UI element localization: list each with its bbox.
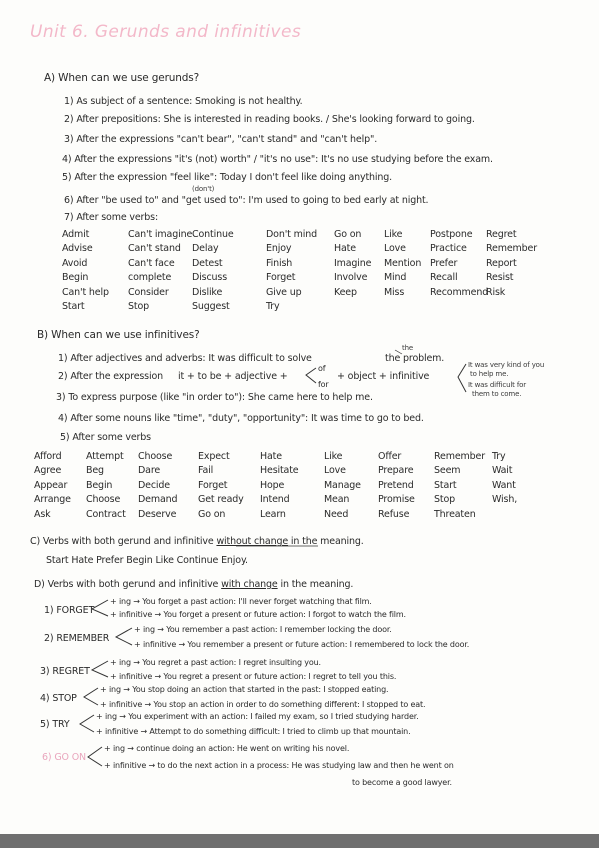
- section-a-heading: A) When can we use gerunds?: [44, 72, 200, 84]
- gerund-verb: Suggest: [192, 300, 230, 312]
- gerund-verb: Forget: [266, 272, 296, 284]
- section-b-heading: B) When can we use infinitives?: [37, 329, 200, 341]
- gerund-verb: Mention: [384, 257, 422, 269]
- infinitive-verb: Need: [324, 508, 349, 520]
- infinitive-verb: Afford: [34, 451, 62, 462]
- section-b-item-1-end: the problem.: [385, 353, 445, 364]
- infinitive-verb: Ask: [34, 508, 51, 520]
- gerund-verb: Consider: [128, 286, 169, 298]
- infinitive-verb: Arrange: [34, 494, 71, 506]
- section-a-item-7: 7) After some verbs:: [64, 212, 159, 223]
- infinitive-verb: Manage: [324, 479, 361, 491]
- infinitive-verb: Stop: [434, 494, 455, 506]
- infinitive-verb: Want: [492, 479, 516, 491]
- gerund-verb: Can't face: [128, 257, 175, 269]
- infinitive-verb: Prepare: [378, 465, 414, 477]
- gerund-verb: Finish: [266, 257, 293, 269]
- section-b-item-2-mid: it + to be + adjective +: [178, 371, 288, 382]
- gerund-verb: Mind: [384, 272, 407, 284]
- gerund-verb: Prefer: [430, 257, 458, 269]
- section-a-item-4: 4) After the expressions "it's (not) worth" / "it's no use": It's no use studying before the exam.: [62, 154, 493, 165]
- gerund-verb: Hate: [334, 243, 356, 255]
- entry-ing-remember: + ing → You remember a past action: I remember locking the door.: [134, 625, 392, 634]
- section-a-item-1: 1) As subject of a sentence: Smoking is not healthy.: [64, 96, 303, 107]
- entry-ing-try: + ing → You experiment with an action: I failed my exam, so I tried studying harder.: [96, 712, 419, 721]
- infinitive-verb: Learn: [260, 508, 286, 520]
- infinitive-verb: Attempt: [86, 451, 124, 462]
- infinitive-verb: Contract: [86, 508, 126, 520]
- infinitive-verb: Forget: [198, 479, 228, 491]
- infinitive-verb: Try: [492, 451, 506, 462]
- section-b-example-3: It was difficult for: [468, 381, 527, 389]
- infinitive-verb: Mean: [324, 494, 350, 506]
- infinitive-verb: Remember: [434, 451, 485, 462]
- gerund-verb: Postpone: [430, 229, 473, 240]
- gerund-verb: complete: [128, 272, 172, 284]
- gerund-verb: Avoid: [62, 257, 88, 269]
- infinitive-verb: Hate: [260, 451, 282, 462]
- infinitive-verb: Demand: [138, 494, 178, 506]
- infinitive-verb: Love: [324, 465, 346, 477]
- section-b-item-4: 4) After some nouns like "time", "duty", "opportunity": It was time to go to bed.: [58, 413, 424, 424]
- infinitive-verb: Choose: [86, 494, 121, 506]
- gerund-verb: Remember: [486, 243, 537, 255]
- section-d-heading-end: in the meaning.: [280, 579, 354, 590]
- section-b-item-2: 2) After the expression: [58, 371, 164, 382]
- gerund-verb: Advise: [62, 243, 93, 255]
- gerund-verb: Give up: [266, 286, 302, 298]
- infinitive-verb: Fail: [198, 465, 214, 477]
- gerund-verb: Keep: [334, 286, 357, 298]
- gerund-verb: Stop: [128, 300, 149, 312]
- infinitive-verb: Seem: [434, 465, 461, 477]
- section-b-example-1: It was very kind of you: [468, 361, 545, 369]
- section-c-verbs: Start Hate Prefer Begin Like Continue Enjoy.: [46, 555, 248, 566]
- entry-inf-forget: + infinitive → You forget a present or future action: I forgot to watch the film.: [110, 610, 406, 619]
- infinitive-verb: Hesitate: [260, 465, 299, 477]
- section-b-item-1: 1) After adjectives and adverbs: It was difficult to solve: [58, 353, 312, 364]
- infinitive-verb: Promise: [378, 494, 415, 506]
- section-b-example-2: to help me.: [470, 370, 509, 378]
- section-a-item-2: 2) After prepositions: She is interested in reading books. / She's looking forward to going.: [64, 114, 475, 125]
- infinitive-verb: Intend: [260, 494, 290, 506]
- section-a-item-3: 3) After the expressions "can't bear", "can't stand" and "can't help".: [64, 134, 378, 145]
- entry-go-on-continuation: to become a good lawyer.: [352, 778, 452, 787]
- infinitive-verb: Refuse: [378, 508, 410, 520]
- scan-bottom-edge: [0, 834, 599, 848]
- infinitive-verb: Offer: [378, 451, 402, 462]
- gerund-verb: Recommend: [430, 286, 489, 298]
- gerund-verb: Try: [266, 300, 280, 312]
- section-b-item-3: 3) To express purpose (like "in order to"): She came here to help me.: [56, 392, 373, 403]
- entry-inf-stop: + infinitive → You stop an action in order to do something different: I stopped to eat.: [100, 700, 426, 709]
- infinitive-verb: Begin: [86, 479, 113, 491]
- section-a-item-6-insert: (don't): [192, 185, 215, 193]
- gerund-verb: Admit: [62, 229, 90, 240]
- gerund-verb: Don't mind: [266, 229, 317, 240]
- gerund-verb: Continue: [192, 229, 234, 240]
- gerund-verb: Regret: [486, 229, 517, 240]
- entry-verb-remember: 2) REMEMBER: [44, 633, 110, 644]
- gerund-verb: Begin: [62, 272, 89, 284]
- infinitive-verb: Wish,: [492, 494, 518, 506]
- gerund-verb: Can't stand: [128, 243, 181, 255]
- page-title: Unit 6. Gerunds and infinitives: [30, 22, 302, 42]
- gerund-verb: Resist: [486, 272, 514, 284]
- infinitive-verb: Hope: [260, 479, 285, 491]
- gerund-verb: Like: [384, 229, 403, 240]
- infinitive-verb: Deserve: [138, 508, 177, 520]
- gerund-verb: Miss: [384, 286, 405, 298]
- gerund-verb: Discuss: [192, 272, 227, 284]
- infinitive-verb: Agree: [34, 465, 62, 477]
- gerund-verb: Go on: [334, 229, 362, 240]
- section-c-heading-underlined: without change: [216, 536, 289, 547]
- entry-inf-go-on: + infinitive → to do the next action in a process: He was studying law and then he went on: [104, 761, 454, 770]
- gerund-verb: Enjoy: [266, 243, 292, 255]
- entry-ing-regret: + ing → You regret a past action: I regret insulting you.: [110, 658, 321, 667]
- entry-verb-try: 5) TRY: [40, 719, 70, 730]
- entry-ing-forget: + ing → You forget a past action: I'll never forget watching that film.: [110, 597, 372, 606]
- entry-inf-remember: + infinitive → You remember a present or future action: I remembered to lock the door.: [134, 640, 470, 649]
- section-b-item-5: 5) After some verbs: [60, 432, 151, 443]
- section-c-heading-end: in the meaning.: [290, 536, 364, 547]
- entry-ing-go-on: + ing → continue doing an action: He went on writing his novel.: [104, 744, 350, 753]
- gerund-verb: Involve: [334, 272, 368, 284]
- entry-inf-regret: + infinitive → You regret a present or future action: I regret to tell you this.: [110, 672, 397, 681]
- entry-inf-try: + infinitive → Attempt to do something difficult: I tried to climb up that mountain.: [96, 727, 411, 736]
- entry-ing-stop: + ing → You stop doing an action that started in the past: I stopped eating.: [100, 685, 389, 694]
- infinitive-verb: Dare: [138, 465, 161, 477]
- gerund-verb: Delay: [192, 243, 219, 255]
- gerund-verb: Can't help: [62, 286, 109, 298]
- infinitive-verb: Go on: [198, 508, 226, 520]
- gerund-verb: Start: [62, 300, 85, 312]
- section-a-item-6: 6) After "be used to" and "get used to": I'm used to going to bed early at night.: [64, 195, 429, 206]
- section-b-item-1-insert: the: [402, 344, 414, 352]
- infinitive-verb: Threaten: [434, 508, 476, 520]
- entry-verb-stop: 4) STOP: [40, 693, 77, 704]
- infinitive-verb: Decide: [138, 479, 170, 491]
- infinitive-verb: Expect: [198, 451, 230, 462]
- section-b-item-2-of: of: [318, 364, 326, 373]
- gerund-verb: Recall: [430, 272, 458, 284]
- section-c-heading-start: C) Verbs with both gerund and infinitive: [30, 536, 214, 547]
- entry-verb-go-on: 6) GO ON: [42, 752, 87, 763]
- infinitive-verb: Wait: [492, 465, 513, 477]
- gerund-verb: Report: [486, 257, 517, 269]
- infinitive-verb: Like: [324, 451, 343, 462]
- infinitive-verb: Appear: [34, 479, 68, 491]
- gerund-verb: Imagine: [334, 257, 372, 269]
- section-b-item-2-end: + object + infinitive: [337, 371, 430, 382]
- section-d-heading-underlined: with change: [221, 579, 278, 590]
- gerund-verb: Detest: [192, 257, 223, 269]
- infinitive-verb: Start: [434, 479, 457, 491]
- section-a-item-5: 5) After the expression "feel like": Today I don't feel like doing anything.: [62, 172, 393, 183]
- infinitive-verb: Beg: [86, 465, 104, 477]
- infinitive-verb: Pretend: [378, 479, 414, 491]
- entry-verb-regret: 3) REGRET: [40, 666, 90, 677]
- section-b-item-2-for: for: [318, 380, 329, 389]
- section-d-heading-start: D) Verbs with both gerund and infinitive: [34, 579, 219, 590]
- infinitive-verb: Choose: [138, 451, 173, 462]
- gerund-verb: Can't imagine: [128, 229, 193, 240]
- gerund-verb: Dislike: [192, 286, 223, 298]
- infinitive-verb: Get ready: [198, 494, 244, 506]
- entry-verb-forget: 1) FORGET: [44, 605, 95, 616]
- gerund-verb: Love: [384, 243, 406, 255]
- section-b-example-4: them to come.: [472, 390, 522, 398]
- gerund-verb: Risk: [486, 286, 506, 298]
- gerund-verb: Practice: [430, 243, 467, 255]
